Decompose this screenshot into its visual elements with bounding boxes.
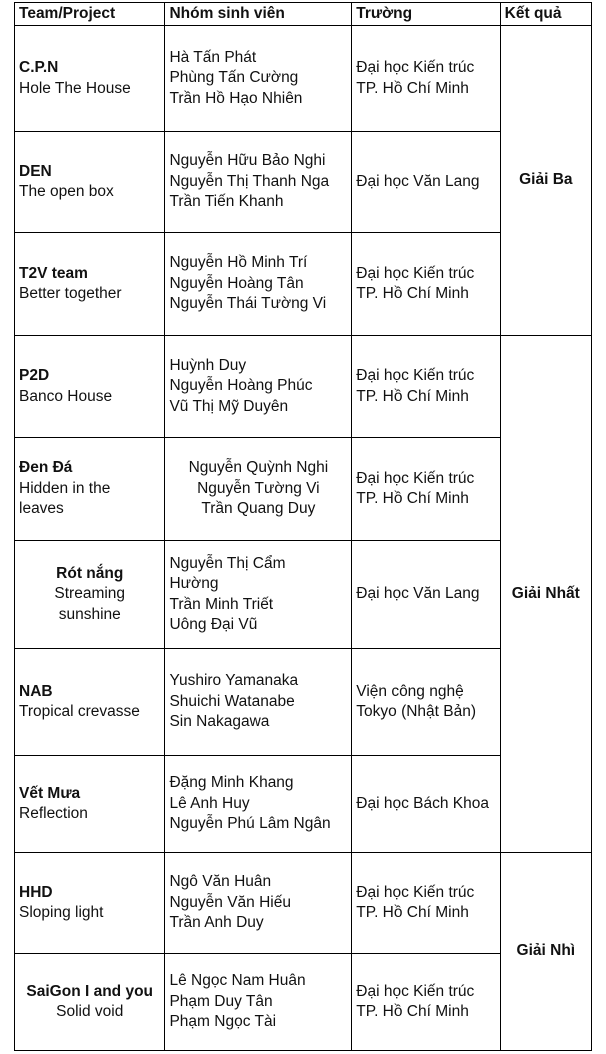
project-name: Sloping light	[19, 904, 104, 921]
member: Sin Nakagawa	[169, 713, 270, 731]
team-name: DEN	[19, 162, 52, 180]
member: Nguyễn Thị Cẩm	[169, 554, 286, 572]
table-row	[15, 853, 592, 954]
results-table	[14, 2, 592, 1051]
school-cell	[352, 649, 500, 756]
team-cell	[15, 233, 165, 336]
team-cell	[15, 438, 165, 541]
members-cell	[165, 853, 352, 954]
school: Đại học Kiến trúc	[356, 264, 475, 282]
school: TP. Hồ Chí Minh	[356, 79, 469, 97]
school: Đại học Kiến trúc	[356, 982, 475, 1000]
members-cell	[165, 438, 352, 541]
school-cell	[352, 336, 500, 438]
school: Đại học Kiến trúc	[356, 883, 475, 901]
school: Đại học Bách Khoa	[356, 794, 489, 812]
team-name: P2D	[19, 367, 50, 384]
members-cell	[165, 541, 352, 649]
team-cell	[15, 132, 165, 233]
header-school: Trường	[352, 3, 500, 26]
header-team: Team/Project	[15, 3, 165, 26]
school-cell	[352, 26, 500, 132]
member: Nguyễn Hoàng Phúc	[169, 377, 313, 395]
team-name: C.P.N	[19, 59, 59, 76]
school: Đại học Kiến trúc	[356, 367, 475, 384]
members-cell	[165, 233, 352, 336]
project-name: Reflection	[19, 805, 88, 822]
team-name: HHD	[19, 883, 53, 901]
team-name: T2V team	[19, 264, 88, 282]
result-cell: Giải Ba	[500, 26, 591, 336]
member: Trần Hồ Hạo Nhiên	[169, 89, 303, 107]
school-cell	[352, 233, 500, 336]
project-name: The open box	[19, 183, 114, 200]
header-row	[15, 3, 592, 26]
project-name: Better together	[19, 285, 122, 302]
member: Trần Tiến Khanh	[169, 193, 284, 211]
team-cell	[15, 541, 165, 649]
project-name: Hidden in the	[19, 479, 111, 497]
team-name: Rót nắng	[56, 564, 124, 582]
header-members: Nhóm sinh viên	[165, 3, 352, 26]
member: Trần Anh Duy	[169, 914, 264, 932]
school: Đại học Văn Lang	[356, 172, 480, 190]
project-name: Solid void	[56, 1003, 124, 1020]
school: TP. Hồ Chí Minh	[356, 285, 469, 302]
member: Nguyễn Hồ Minh Trí	[169, 254, 308, 272]
team-name: Vết Mưa	[19, 784, 81, 802]
team-cell	[15, 649, 165, 756]
member: Nguyễn Quỳnh Nghi	[188, 459, 329, 477]
team-name: SaiGon I and you	[26, 982, 154, 1000]
members-cell	[165, 756, 352, 853]
member: Hà Tấn Phát	[169, 48, 257, 66]
member: Trần Minh Triết	[169, 595, 274, 613]
member: Hường	[169, 575, 219, 592]
team-cell	[15, 954, 165, 1051]
school: TP. Hồ Chí Minh	[356, 1003, 469, 1020]
school: Viện công nghệ	[356, 682, 464, 700]
member: Huỳnh Duy	[169, 356, 247, 374]
school-cell	[352, 541, 500, 649]
project-name: Streaming	[54, 585, 126, 603]
members-cell	[165, 336, 352, 438]
school: Đại học Kiến trúc	[356, 469, 475, 487]
result-cell: Giải Nhì	[500, 853, 591, 1051]
member: Trần Quang Duy	[201, 500, 316, 518]
member: Nguyễn Phú Lâm Ngân	[169, 815, 331, 833]
school: Đại học Văn Lang	[356, 585, 480, 603]
member: Shuichi Watanabe	[169, 692, 295, 710]
project-name: sunshine	[58, 605, 121, 623]
members-cell	[165, 26, 352, 132]
member: Lê Ngọc Nam Huân	[169, 972, 306, 990]
school: Tokyo (Nhật Bản)	[356, 703, 477, 720]
team-name: NAB	[19, 682, 53, 700]
member: Lê Anh Huy	[169, 794, 250, 812]
result-cell: Giải Nhất	[500, 336, 591, 853]
school-cell	[352, 853, 500, 954]
school-cell	[352, 756, 500, 853]
project-name: leaves	[19, 500, 64, 518]
team-cell	[15, 336, 165, 438]
school: Đại học Kiến trúc	[356, 59, 475, 76]
member: Yushiro Yamanaka	[169, 672, 299, 690]
member: Phùng Tấn Cường	[169, 69, 299, 87]
school-cell	[352, 132, 500, 233]
school: TP. Hồ Chí Minh	[356, 490, 469, 507]
school: TP. Hồ Chí Minh	[356, 387, 469, 405]
member: Nguyễn Thái Tường Vi	[169, 295, 327, 313]
team-name: Đen Đá	[19, 459, 73, 477]
team-cell	[15, 756, 165, 853]
members-cell	[165, 132, 352, 233]
member: Phạm Ngọc Tài	[169, 1013, 277, 1031]
member: Nguyễn Văn Hiếu	[169, 893, 291, 911]
member: Đặng Minh Khang	[169, 774, 294, 792]
header-result: Kết quả	[500, 3, 591, 26]
team-cell	[15, 26, 165, 132]
member: Nguyễn Hữu Bảo Nghi	[169, 152, 326, 170]
project-name: Banco House	[19, 387, 113, 405]
school-cell	[352, 438, 500, 541]
project-name: Hole The House	[19, 79, 131, 97]
team-cell	[15, 853, 165, 954]
member: Vũ Thị Mỹ Duyên	[169, 397, 289, 415]
member: Ngô Văn Huân	[169, 873, 272, 891]
members-cell	[165, 954, 352, 1051]
table-row	[15, 26, 592, 132]
member: Nguyễn Thị Thanh Nga	[169, 172, 330, 190]
members-cell	[165, 649, 352, 756]
member: Phạm Duy Tân	[169, 992, 273, 1010]
member: Nguyễn Tường Vi	[197, 479, 320, 497]
school: TP. Hồ Chí Minh	[356, 904, 469, 921]
table-row	[15, 336, 592, 438]
member: Uông Đại Vũ	[169, 616, 258, 633]
school-cell	[352, 954, 500, 1051]
member: Nguyễn Hoàng Tân	[169, 274, 304, 292]
project-name: Tropical crevasse	[19, 703, 140, 720]
